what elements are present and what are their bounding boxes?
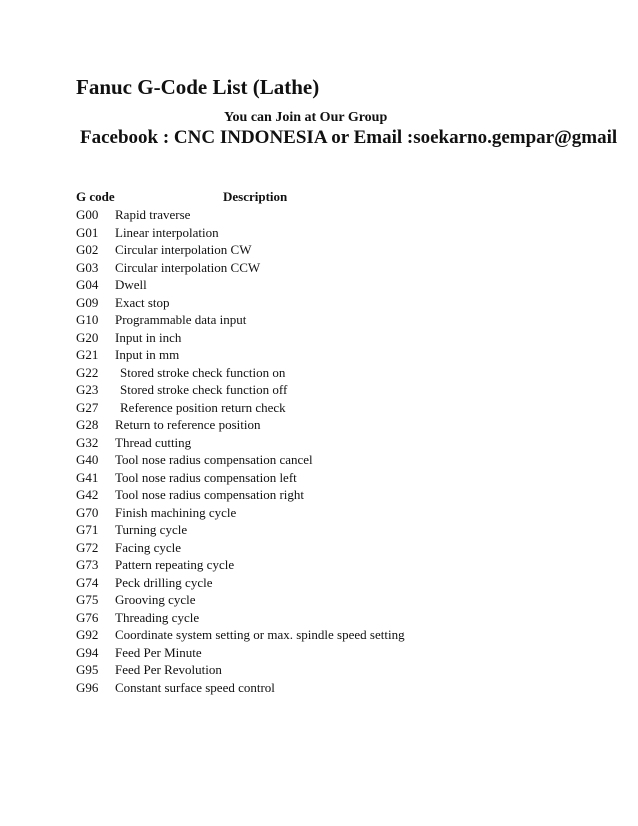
gcode-cell: G73 <box>76 557 99 572</box>
document-title: Fanuc G-Code List (Lathe) <box>76 75 320 99</box>
table-row <box>76 469 616 487</box>
gcode-cell: G01 <box>76 224 99 240</box>
table-row <box>76 311 616 329</box>
gcode-cell: G40 <box>76 452 99 467</box>
description-cell: Facing cycle <box>115 539 182 555</box>
table-row <box>76 224 616 242</box>
description-cell: Reference position return check <box>120 399 286 415</box>
description-cell: Rapid traverse <box>115 207 191 222</box>
table-row <box>76 539 616 557</box>
gcode-cell: G20 <box>76 329 99 345</box>
description-cell: Threading cycle <box>115 609 200 625</box>
gcode-cell: G96 <box>76 679 99 695</box>
gcode-cell: G23 <box>76 382 99 397</box>
table-row <box>76 591 616 609</box>
table-row <box>76 276 616 294</box>
gcode-cell: G00 <box>76 207 99 222</box>
description-cell: Coordinate system setting or max. spindle speed setting <box>115 627 405 642</box>
description-cell: Tool nose radius compensation right <box>115 487 305 502</box>
table-row <box>76 521 616 539</box>
table-row <box>76 556 616 574</box>
gcode-cell: G92 <box>76 627 99 642</box>
description-cell: Exact stop <box>115 294 170 310</box>
description-cell: Feed Per Revolution <box>115 662 222 677</box>
column-header-description: Description <box>223 189 288 204</box>
table-row <box>76 644 616 662</box>
table-row <box>76 451 616 469</box>
gcode-cell: G95 <box>76 662 99 677</box>
table-row <box>76 329 616 347</box>
table-row <box>76 206 616 224</box>
table-row <box>76 294 616 312</box>
description-cell: Feed Per Minute <box>115 644 202 660</box>
description-cell: Return to reference position <box>115 417 261 432</box>
join-group-line: You can Join at Our Group <box>224 110 388 125</box>
description-cell: Dwell <box>115 277 147 292</box>
gcode-table <box>76 206 616 696</box>
table-row <box>76 626 616 644</box>
description-cell: Programmable data input <box>115 312 247 327</box>
description-cell: Grooving cycle <box>115 592 196 607</box>
contact-line: Facebook : CNC INDONESIA or Email :soekarno.gempar@gmail <box>80 127 618 148</box>
description-cell: Pattern repeating cycle <box>115 557 235 572</box>
gcode-cell: G72 <box>76 539 99 555</box>
gcode-cell: G02 <box>76 242 99 257</box>
description-cell: Linear interpolation <box>115 224 219 240</box>
gcode-cell: G70 <box>76 504 99 520</box>
table-row <box>76 434 616 452</box>
table-row <box>76 241 616 259</box>
gcode-cell: G75 <box>76 592 99 607</box>
gcode-cell: G04 <box>76 277 99 292</box>
gcode-cell: G41 <box>76 469 99 485</box>
gcode-cell: G28 <box>76 417 99 432</box>
description-cell: Stored stroke check function on <box>120 364 286 380</box>
table-row <box>76 486 616 504</box>
gcode-cell: G42 <box>76 487 99 502</box>
table-row <box>76 416 616 434</box>
gcode-cell: G21 <box>76 347 99 362</box>
gcode-cell: G76 <box>76 609 99 625</box>
description-cell: Circular interpolation CW <box>115 242 252 257</box>
table-row <box>76 574 616 592</box>
gcode-cell: G10 <box>76 312 99 327</box>
description-cell: Turning cycle <box>115 522 188 537</box>
table-row <box>76 259 616 277</box>
table-row <box>76 609 616 627</box>
gcode-cell: G74 <box>76 574 99 590</box>
description-cell: Finish machining cycle <box>115 504 237 520</box>
gcode-cell: G03 <box>76 259 99 275</box>
table-row <box>76 399 616 417</box>
column-header-gcode: G code <box>76 189 115 204</box>
description-cell: Input in mm <box>115 347 180 362</box>
description-cell: Tool nose radius compensation left <box>115 469 297 485</box>
description-cell: Stored stroke check function off <box>120 382 288 397</box>
description-cell: Constant surface speed control <box>115 679 275 695</box>
table-row <box>76 381 616 399</box>
description-cell: Circular interpolation CCW <box>115 259 261 275</box>
table-row <box>76 679 616 697</box>
description-cell: Input in inch <box>115 329 182 345</box>
description-cell: Tool nose radius compensation cancel <box>115 452 313 467</box>
table-row <box>76 346 616 364</box>
description-cell: Peck drilling cycle <box>115 574 213 590</box>
gcode-cell: G94 <box>76 644 99 660</box>
table-row <box>76 661 616 679</box>
description-cell: Thread cutting <box>115 434 192 450</box>
gcode-cell: G27 <box>76 399 99 415</box>
gcode-cell: G71 <box>76 522 99 537</box>
table-row <box>76 364 616 382</box>
gcode-cell: G22 <box>76 364 99 380</box>
table-row <box>76 504 616 522</box>
gcode-cell: G32 <box>76 434 99 450</box>
gcode-cell: G09 <box>76 294 99 310</box>
